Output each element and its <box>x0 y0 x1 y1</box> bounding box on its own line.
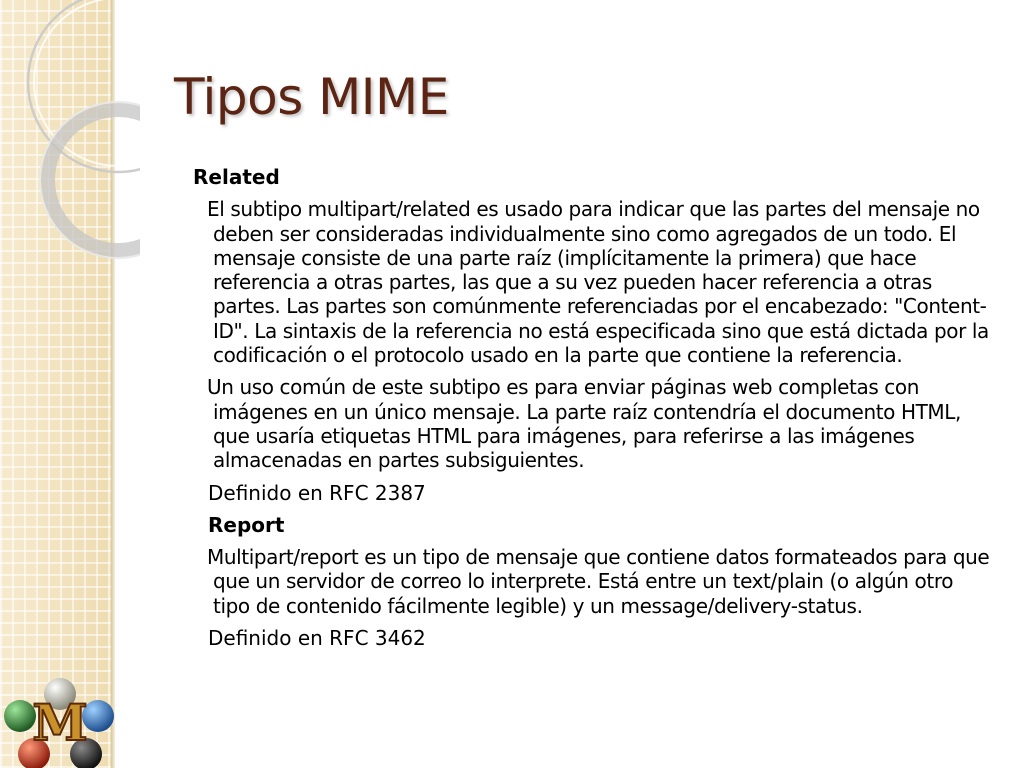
report-paragraph: Multipart/report es un tipo de mensaje que contiene datos formateados para que que un servidor de correo lo interprete. Está entre un text/plain (o algún otro tipo de contenido fácilmente legible) y un message/delivery-status. <box>207 545 990 618</box>
related-heading: Related <box>193 165 280 189</box>
report-heading: Report <box>208 512 285 537</box>
slide-content <box>193 165 993 650</box>
decorative-rings-icon <box>0 0 140 260</box>
related-rfc: Definido en RFC 2387 <box>208 480 426 505</box>
related-paragraph-2: Un uso común de este subtipo es para enviar páginas web completas con imágenes en un único mensaje. La parte raíz contendría el documento HTML, que usaría etiquetas HTML para imágenes, para referirse a las imágenes almacenadas en partes subsiguientes. <box>207 375 961 473</box>
report-rfc: Definido en RFC 3462 <box>208 626 426 651</box>
related-paragraph-1: El subtipo multipart/related es usado para indicar que las partes del mensaje no deben ser consideradas individualmente sino como agregados de un todo. El mensaje consiste de una parte raíz (implícitamente la primera) que hace referencia a otras partes, las que a su vez pueden hacer referencia a otras partes. Las partes son comúnmente referenciadas por el encabezado: "Content-ID". La sintaxis de la referencia no está especificada sino que está dictada por la codificación o el protocolo usado en la parte que contiene la referencia. <box>207 197 989 368</box>
magic-m-logo-icon <box>0 676 120 768</box>
svg-text:M: M <box>32 693 88 752</box>
slide-title: Tipos MIME <box>174 68 449 126</box>
